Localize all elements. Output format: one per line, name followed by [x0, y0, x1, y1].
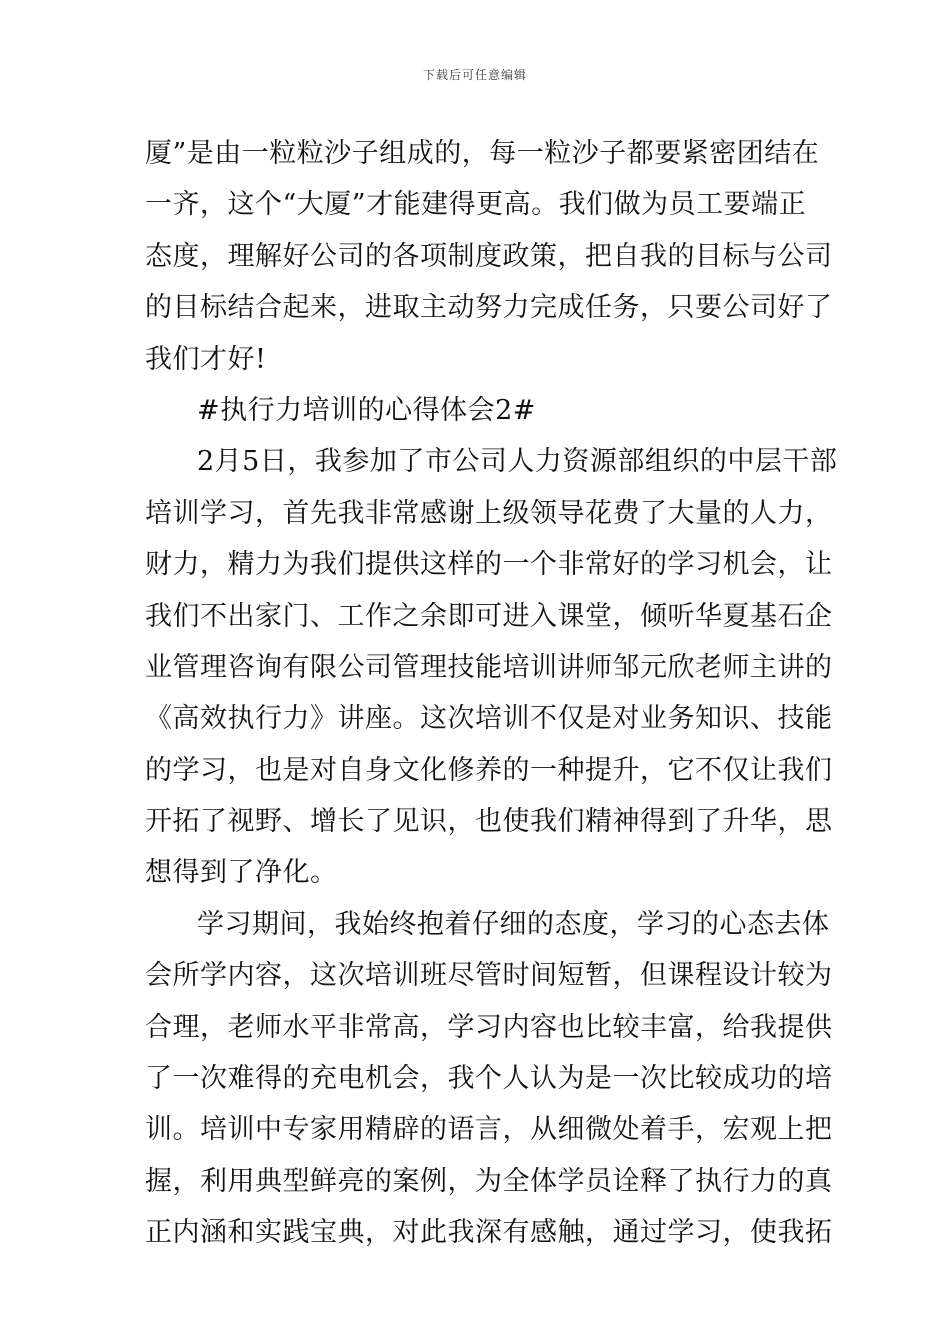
text-line: 开拓了视野、增长了见识，也使我们精神得到了升华，思: [145, 806, 833, 838]
text-line: 握，利用典型鲜亮的案例，为全体学员诠释了执行力的真: [145, 1165, 833, 1197]
text-line: 正内涵和实践宝典，对此我深有感触，通过学习，使我拓: [145, 1217, 833, 1249]
text-line: 一齐，这个“大厦”才能建得更高。我们做为员工要端正: [145, 189, 807, 221]
text-line: 财力，精力为我们提供这样的一个非常好的学习机会，让: [145, 549, 833, 581]
text-line: 训。培训中专家用精辟的语言，从细微处着手，宏观上把: [145, 1114, 833, 1146]
text-line: 会所学内容，这次培训班尽管时间短暂，但课程设计较为: [145, 960, 833, 992]
text-line: 想得到了净化。: [145, 857, 338, 889]
text-line: 业管理咨询有限公司管理技能培训讲师邹元欣老师主讲的: [145, 651, 833, 683]
text-line: 培训学习，首先我非常感谢上级领导花费了大量的人力，: [145, 497, 833, 529]
text-line: 态度，理解好公司的各项制度政策，把自我的目标与公司: [145, 240, 833, 272]
page-header: 下载后可任意编辑: [422, 68, 527, 82]
paragraph-start-line: 学习期间，我始终抱着仔细的态度，学习的心态去体: [197, 908, 830, 940]
section-heading: #执行力培训的心得体会2#: [197, 394, 536, 426]
text-line: 合理，老师水平非常高，学习内容也比较丰富，给我提供: [145, 1011, 833, 1043]
document-body: [145, 128, 838, 1259]
text-line: 厦”是由一粒粒沙子组成的，每一粒沙子都要紧密团结在: [145, 138, 820, 169]
text-line: 我们不出家门、工作之余即可进入课堂，倾听华夏基石企: [145, 600, 833, 632]
text-line: 《高效执行力》讲座。这次培训不仅是对业务知识、技能: [145, 703, 833, 735]
paragraph-start-line: 2月5日，我参加了市公司人力资源部组织的中层干部: [197, 446, 838, 478]
text-line: 的目标结合起来，进取主动努力完成任务，只要公司好了: [145, 292, 833, 324]
text-line: 我们才好!: [145, 343, 267, 375]
text-line: 了一次难得的充电机会，我个人认为是一次比较成功的培: [145, 1063, 833, 1095]
text-line: 的学习，也是对自身文化修养的一种提升，它不仅让我们: [145, 754, 833, 786]
